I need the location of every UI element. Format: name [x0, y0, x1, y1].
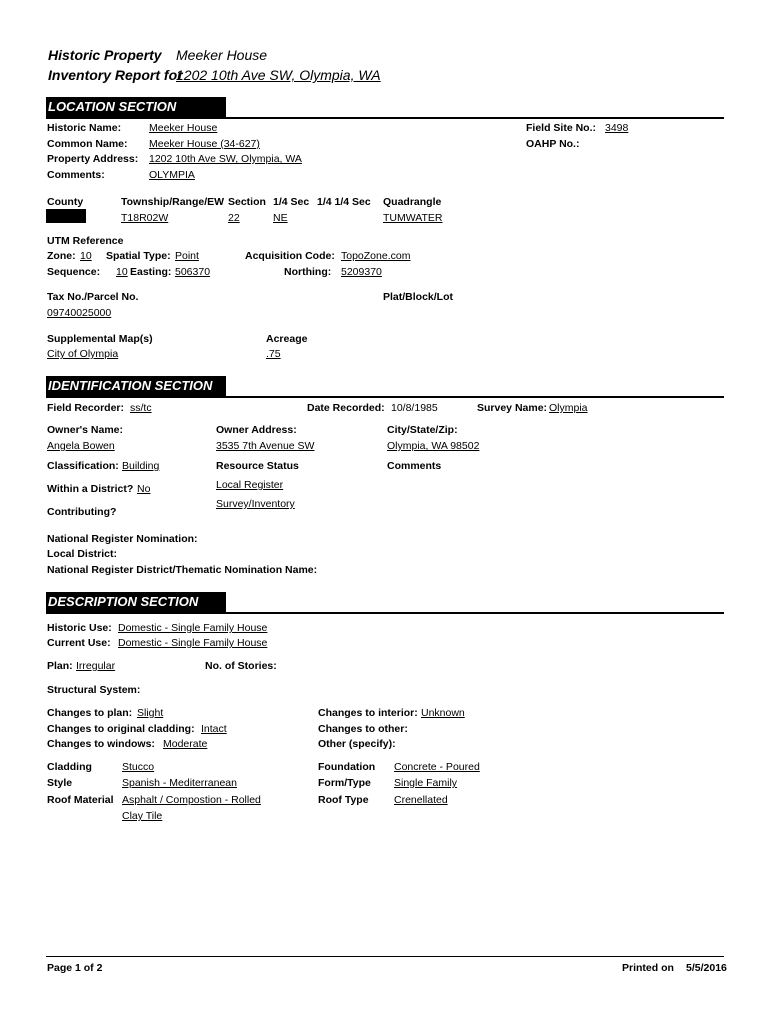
city-state-zip-label: City/State/Zip:: [387, 424, 458, 436]
changes-to-windows-label: Changes to windows:: [47, 738, 155, 750]
field-site-label: Field Site No.:: [526, 122, 597, 134]
printed-on-label: Printed on: [622, 962, 674, 974]
changes-to-plan-label: Changes to plan:: [47, 707, 133, 719]
field-recorder-value: ss/tc: [130, 402, 152, 414]
supplemental-map-label: Supplemental Map(s): [47, 333, 153, 345]
style-label: Style: [47, 777, 73, 789]
northing-value: 5209370: [341, 266, 382, 278]
city-state-zip-value: Olympia, WA 98502: [387, 440, 480, 452]
owner-address-value: 3535 7th Avenue SW: [216, 440, 315, 452]
header-property-address: 1202 10th Ave SW, Olympia, WA: [176, 67, 381, 83]
quarter-quarter-section-label: 1/4 1/4 Sec: [317, 196, 371, 208]
owner-name-label: Owner's Name:: [47, 424, 124, 436]
classification-label: Classification:: [47, 460, 119, 472]
quarter-section-label: 1/4 Sec: [273, 196, 310, 208]
owner-name-value: Angela Bowen: [47, 440, 115, 452]
common-name-value: Meeker House (34-627): [149, 138, 260, 150]
acquisition-code-label: Acquisition Code:: [245, 250, 335, 262]
contributing-label: Contributing?: [47, 506, 117, 518]
location-section-title: LOCATION SECTION: [48, 99, 177, 114]
historic-name-label: Historic Name:: [47, 122, 122, 134]
changes-to-cladding-value: Intact: [201, 723, 227, 735]
identification-section-rule: [46, 396, 724, 398]
style-value: Spanish - Mediterranean: [122, 777, 237, 789]
acquisition-code-value: TopoZone.com: [341, 250, 411, 262]
roof-material-value-1: Asphalt / Compostion - Rolled: [122, 794, 261, 806]
spatial-type-label: Spatial Type:: [106, 250, 171, 262]
tax-parcel-label: Tax No./Parcel No.: [47, 291, 139, 303]
historic-name-value: Meeker House: [149, 122, 218, 134]
date-recorded-label: Date Recorded:: [307, 402, 385, 414]
cladding-value: Stucco: [122, 761, 155, 773]
township-label: Township/Range/EW: [121, 196, 225, 208]
location-comments-label: Comments:: [47, 169, 105, 181]
supplemental-map-value: City of Olympia: [47, 348, 119, 360]
identification-section-title: IDENTIFICATION SECTION: [48, 378, 213, 393]
property-address-value: 1202 10th Ave SW, Olympia, WA: [149, 153, 302, 165]
roof-material-value-2: Clay Tile: [122, 810, 163, 822]
description-section-rule: [46, 612, 724, 614]
form-type-label: Form/Type: [318, 777, 371, 789]
header-property-name: Meeker House: [176, 47, 268, 63]
location-section-rule: [46, 117, 724, 119]
owner-address-label: Owner Address:: [216, 424, 297, 436]
printed-date: 5/5/2016: [686, 962, 727, 974]
oahp-label: OAHP No.:: [526, 138, 580, 150]
resource-status-label: Resource Status: [216, 460, 299, 472]
survey-name-value: Olympia: [549, 402, 588, 414]
changes-to-windows-value: Moderate: [163, 738, 208, 750]
survey-name-label: Survey Name:: [477, 402, 548, 414]
easting-value: 506370: [175, 266, 211, 278]
changes-to-interior-value: Unknown: [421, 707, 465, 719]
sequence-label: Sequence:: [47, 266, 101, 278]
spatial-type-value: Point: [175, 250, 199, 262]
changes-to-interior-label: Changes to interior:: [318, 707, 418, 719]
local-district-label: Local District:: [47, 548, 118, 560]
resource-status-local-register: Local Register: [216, 479, 284, 491]
plan-label: Plan:: [47, 660, 73, 672]
quadrangle-value: TUMWATER: [383, 212, 443, 224]
location-comments-value: OLYMPIA: [149, 169, 195, 181]
roof-material-label: Roof Material: [47, 794, 114, 806]
current-use-label: Current Use:: [47, 637, 111, 649]
quadrangle-label: Quadrangle: [383, 196, 442, 208]
property-address-label: Property Address:: [47, 153, 139, 165]
header-historic-property-label: Historic Property: [48, 47, 162, 63]
within-district-label: Within a District?: [47, 483, 134, 495]
acreage-value: .75: [266, 348, 281, 360]
identification-comments-label: Comments: [387, 460, 442, 472]
national-register-district-label: National Register District/Thematic Nomination Name:: [47, 564, 318, 576]
township-value: T18R02W: [121, 212, 169, 224]
historic-use-value: Domestic - Single Family House: [118, 622, 268, 634]
sequence-value: 10: [116, 266, 128, 278]
page-number: Page 1 of 2: [47, 962, 103, 974]
roof-type-value: Crenellated: [394, 794, 448, 806]
classification-value: Building: [122, 460, 160, 472]
section-label: Section: [228, 196, 266, 208]
tax-parcel-value: 09740025000: [47, 307, 112, 319]
roof-type-label: Roof Type: [318, 794, 369, 806]
structural-system-label: Structural System:: [47, 684, 141, 696]
changes-to-plan-value: Slight: [137, 707, 164, 719]
header-inventory-report-label: Inventory Report for: [48, 67, 183, 83]
northing-label: Northing:: [284, 266, 332, 278]
easting-label: Easting:: [130, 266, 172, 278]
zone-value: 10: [80, 250, 92, 262]
within-district-value: No: [137, 483, 151, 495]
description-section-title: DESCRIPTION SECTION: [48, 594, 199, 609]
current-use-value: Domestic - Single Family House: [118, 637, 268, 649]
national-register-nomination-label: National Register Nomination:: [47, 533, 198, 545]
plan-value: Irregular: [76, 660, 116, 672]
field-recorder-label: Field Recorder:: [47, 402, 125, 414]
cladding-label: Cladding: [47, 761, 92, 773]
section-value: 22: [228, 212, 240, 224]
zone-label: Zone:: [47, 250, 76, 262]
changes-to-cladding-label: Changes to original cladding:: [47, 723, 195, 735]
foundation-value: Concrete - Poured: [394, 761, 480, 773]
acreage-label: Acreage: [266, 333, 308, 345]
resource-status-survey-inventory: Survey/Inventory: [216, 498, 295, 510]
county-redaction: [46, 209, 86, 223]
number-of-stories-label: No. of Stories:: [205, 660, 277, 672]
historic-use-label: Historic Use:: [47, 622, 112, 634]
common-name-label: Common Name:: [47, 138, 128, 150]
county-label: County: [47, 196, 84, 208]
other-specify-label: Other (specify):: [318, 738, 396, 750]
foundation-label: Foundation: [318, 761, 376, 773]
field-site-value: 3498: [605, 122, 629, 134]
quarter-section-value: NE: [273, 212, 288, 224]
utm-reference-label: UTM Reference: [47, 235, 124, 247]
plat-block-lot-label: Plat/Block/Lot: [383, 291, 454, 303]
form-type-value: Single Family: [394, 777, 458, 789]
date-recorded-value: 10/8/1985: [391, 402, 438, 414]
footer-rule: [46, 956, 724, 957]
changes-to-other-label: Changes to other:: [318, 723, 408, 735]
